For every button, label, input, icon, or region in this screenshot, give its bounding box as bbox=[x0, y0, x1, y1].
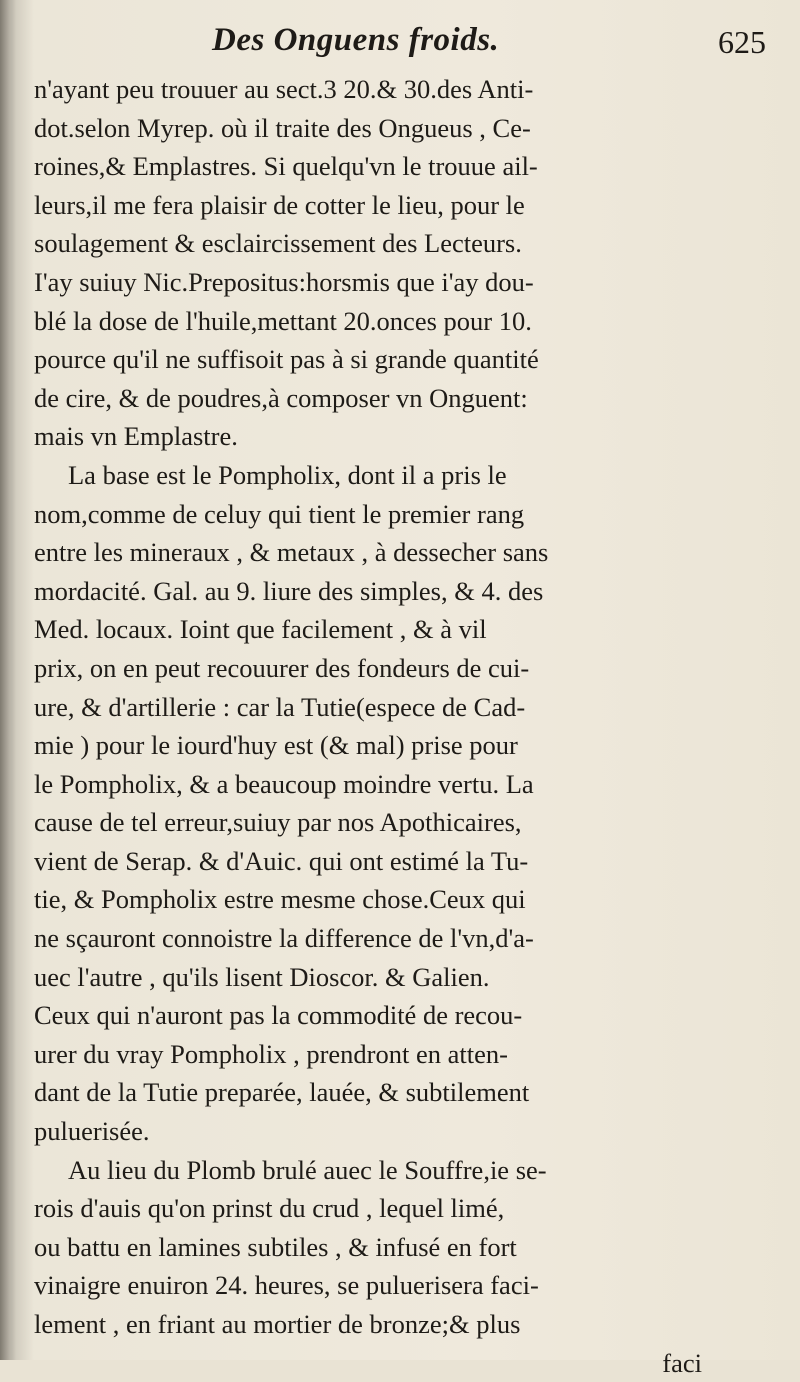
text-line: mais vn Emplastre. bbox=[34, 421, 238, 452]
page-header bbox=[212, 18, 770, 70]
text-line: blé la dose de l'huile,mettant 20.onces pour 10. bbox=[34, 305, 532, 336]
text-line: n'ayant peu trouuer au sect.3 20.& 30.des Anti- bbox=[34, 74, 534, 104]
text-line: mie ) pour le iourd'huy est (& mal) prise pour bbox=[34, 730, 518, 761]
text-line: rois d'auis qu'on prinst du crud , lequel limé, bbox=[34, 1193, 505, 1224]
text-line: Med. locaux. Ioint que facilement , & à vil bbox=[34, 614, 487, 645]
text-line: prix, on en peut recouurer des fondeurs de cui- bbox=[34, 652, 530, 683]
text-line: mordacité. Gal. au 9. liure des simples, & 4. des bbox=[34, 575, 544, 606]
text-line: La base est le Pompholix, dont il a pris le bbox=[68, 459, 507, 490]
text-line: ne sçauront connoistre la difference de l'vn,d'a- bbox=[34, 923, 534, 954]
text-line: Ceux qui n'auront pas la commodité de recou- bbox=[34, 1000, 523, 1031]
text-line: vient de Serap. & d'Auic. qui ont estimé la Tu- bbox=[34, 845, 529, 876]
text-line: dant de la Tutie preparée, lauée, & subtilement bbox=[34, 1077, 530, 1108]
text-line: ure, & d'artillerie : car la Tutie(espece de Cad- bbox=[34, 691, 526, 722]
text-line: urer du vray Pompholix , prendront en atten- bbox=[34, 1038, 508, 1069]
text-line: Au lieu du Plomb brulé auec le Souffre,ie se- bbox=[68, 1154, 547, 1185]
text-line: pource qu'il ne suffisoit pas à si grande quantité bbox=[34, 344, 539, 375]
text-line: vinaigre enuiron 24. heures, se puluerisera faci- bbox=[34, 1270, 539, 1301]
text-line: entre les mineraux , & metaux , à dessecher sans bbox=[34, 537, 549, 568]
page-number: 625 bbox=[718, 24, 766, 60]
text-line: uec l'autre , qu'ils lisent Dioscor. & Galien. bbox=[34, 961, 490, 992]
running-title: Des Onguens froids. bbox=[212, 22, 500, 58]
text-line: le Pompholix, & a beaucoup moindre vertu. La bbox=[34, 768, 534, 799]
text-line: I'ay suiuy Nic.Prepositus:horsmis que i'ay dou- bbox=[34, 266, 534, 297]
text-line: dot.selon Myrep. où il traite des Ongueus , Ce- bbox=[34, 112, 531, 143]
body-text bbox=[34, 70, 780, 1382]
text-line: leurs,il me fera plaisir de cotter le lieu, pour le bbox=[34, 189, 525, 220]
text-line: de cire, & de poudres,à composer vn Onguent: bbox=[34, 382, 528, 413]
text-line: tie, & Pompholix estre mesme chose.Ceux qui bbox=[34, 884, 526, 915]
page-gutter-shadow bbox=[0, 0, 16, 1360]
text-line: pulueriséе. bbox=[34, 1116, 150, 1147]
text-line: soulagement & esclaircissement des Lecteurs. bbox=[34, 228, 522, 259]
text-line: ou battu en lamines subtiles , & infusé en fort bbox=[34, 1231, 517, 1262]
text-line: roines,& Emplastres. Si quelqu'vn le trouue ail- bbox=[34, 151, 538, 182]
text-line: cause de tel erreur,suiuy par nos Apothicaires, bbox=[34, 807, 522, 838]
text-line: nom,comme de celuy qui tient le premier rang bbox=[34, 498, 525, 529]
catchword: faci bbox=[662, 1347, 702, 1378]
text-line: lement , en friant au mortier de bronze;& plus bbox=[34, 1309, 521, 1339]
